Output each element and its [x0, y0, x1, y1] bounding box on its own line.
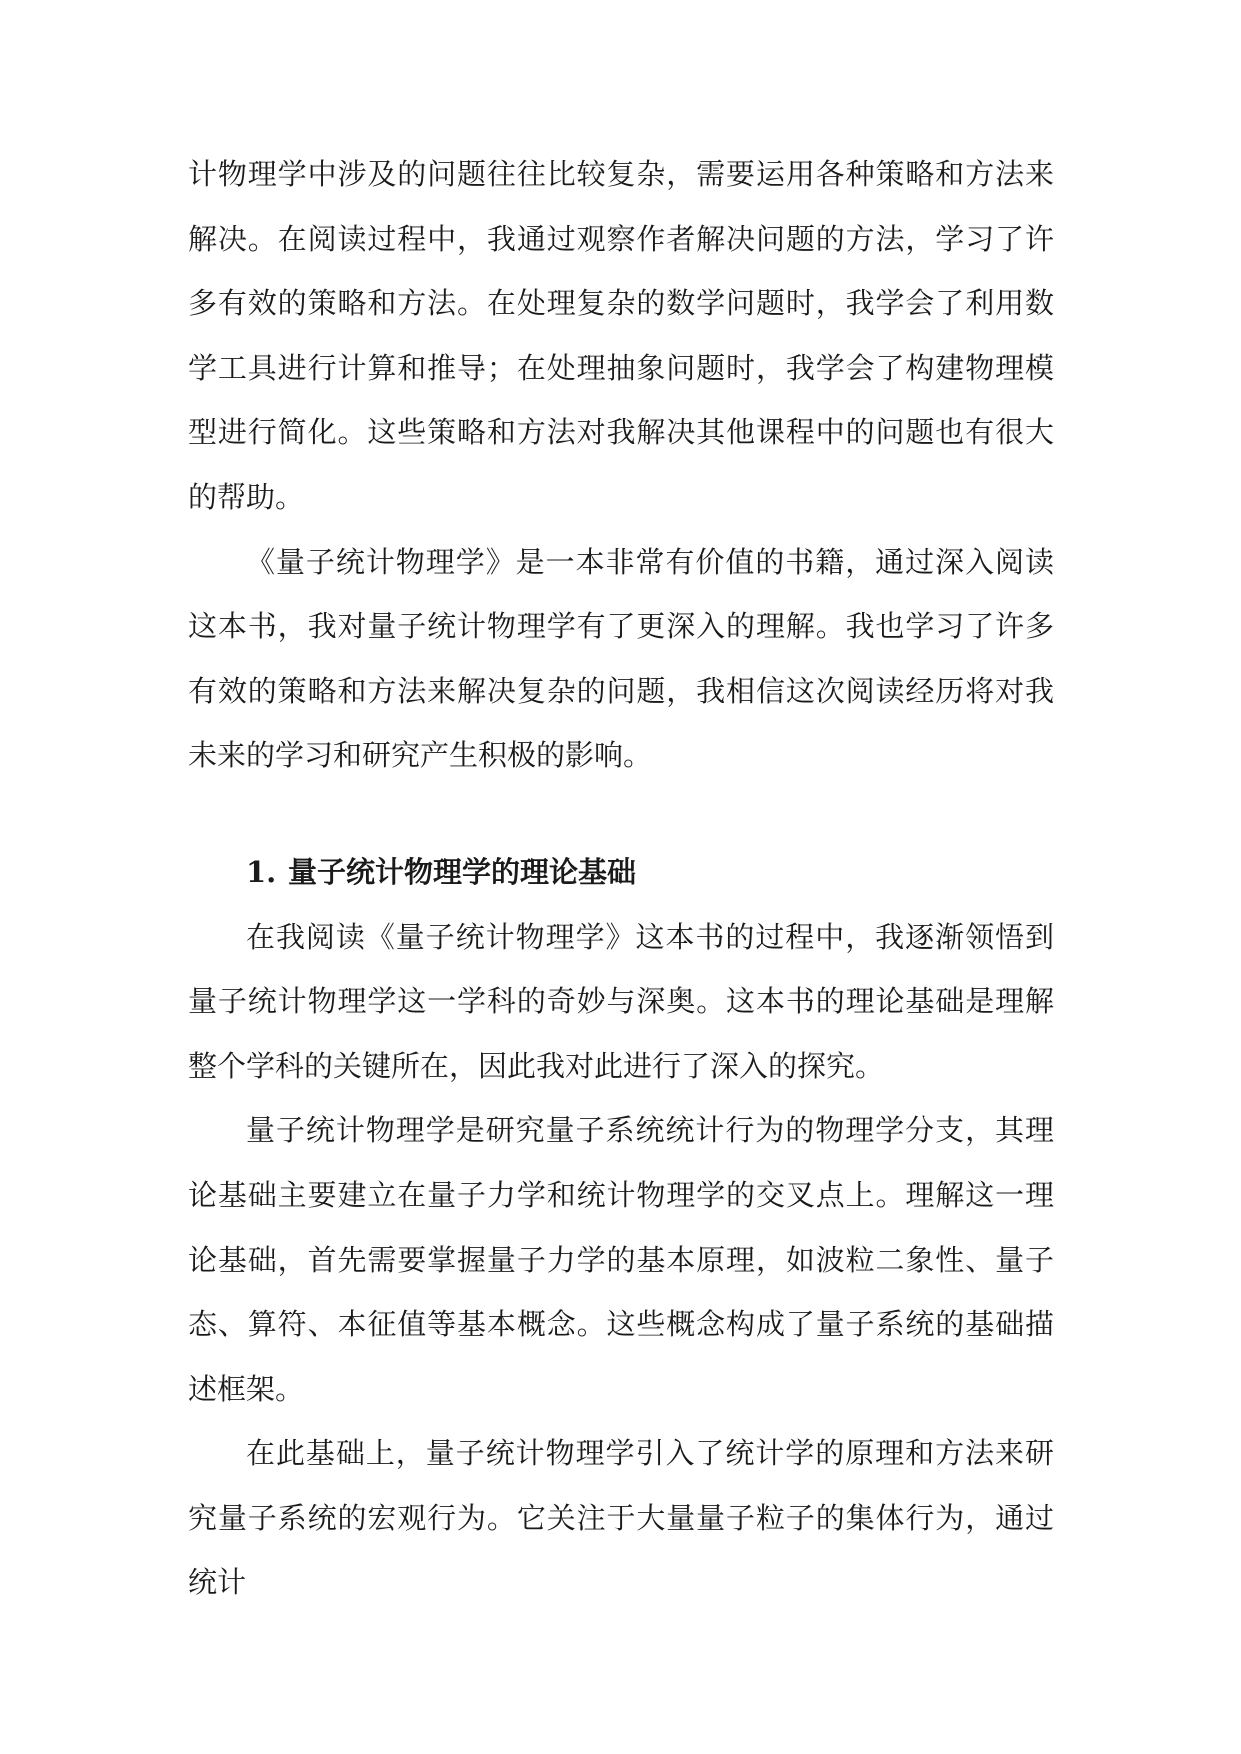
- section-number: 1.: [246, 854, 277, 889]
- paragraph-intro: 在我阅读《量子统计物理学》这本书的过程中，我逐渐领悟到量子统计物理学这一学科的奇妙与深奥。这本书的理论基础是理解整个学科的关键所在，因此我对此进行了深入的探究。: [188, 919, 1054, 1083]
- document-page: [188, 142, 1054, 1615]
- paragraph-theory: 量子统计物理学是研究量子系统统计行为的物理学分支，其理论基础主要建立在量子力学和统计物理学的交叉点上。理解这一理论基础，首先需要掌握量子力学的基本原理，如波粒二象性、量子态、算符、本征值等基本概念。这些概念构成了量子系统的基础描述框架。: [188, 1113, 1054, 1406]
- section-title: 量子统计物理学的理论基础: [288, 854, 637, 889]
- paragraph-statistics: 在此基础上，量子统计物理学引入了统计学的原理和方法来研究量子系统的宏观行为。它关注于大量量子粒子的集体行为，通过统计: [188, 1436, 1054, 1600]
- paragraph-continued: 计物理学中涉及的问题往往比较复杂，需要运用各种策略和方法来解决。在阅读过程中，我通过观察作者解决问题的方法，学习了许多有效的策略和方法。在处理复杂的数学问题时，我学会了利用数学工具进行计算和推导；在处理抽象问题时，我学会了构建物理模型进行简化。这些策略和方法对我解决其他课程中的问题也有很大的帮助。: [188, 157, 1054, 514]
- section-heading: [188, 840, 1054, 905]
- paragraph-conclusion: 《量子统计物理学》是一本非常有价值的书籍，通过深入阅读这本书，我对量子统计物理学有了更深入的理解。我也学习了许多有效的策略和方法来解决复杂的问题，我相信这次阅读经历将对我未来的学习和研究产生积极的影响。: [188, 544, 1054, 773]
